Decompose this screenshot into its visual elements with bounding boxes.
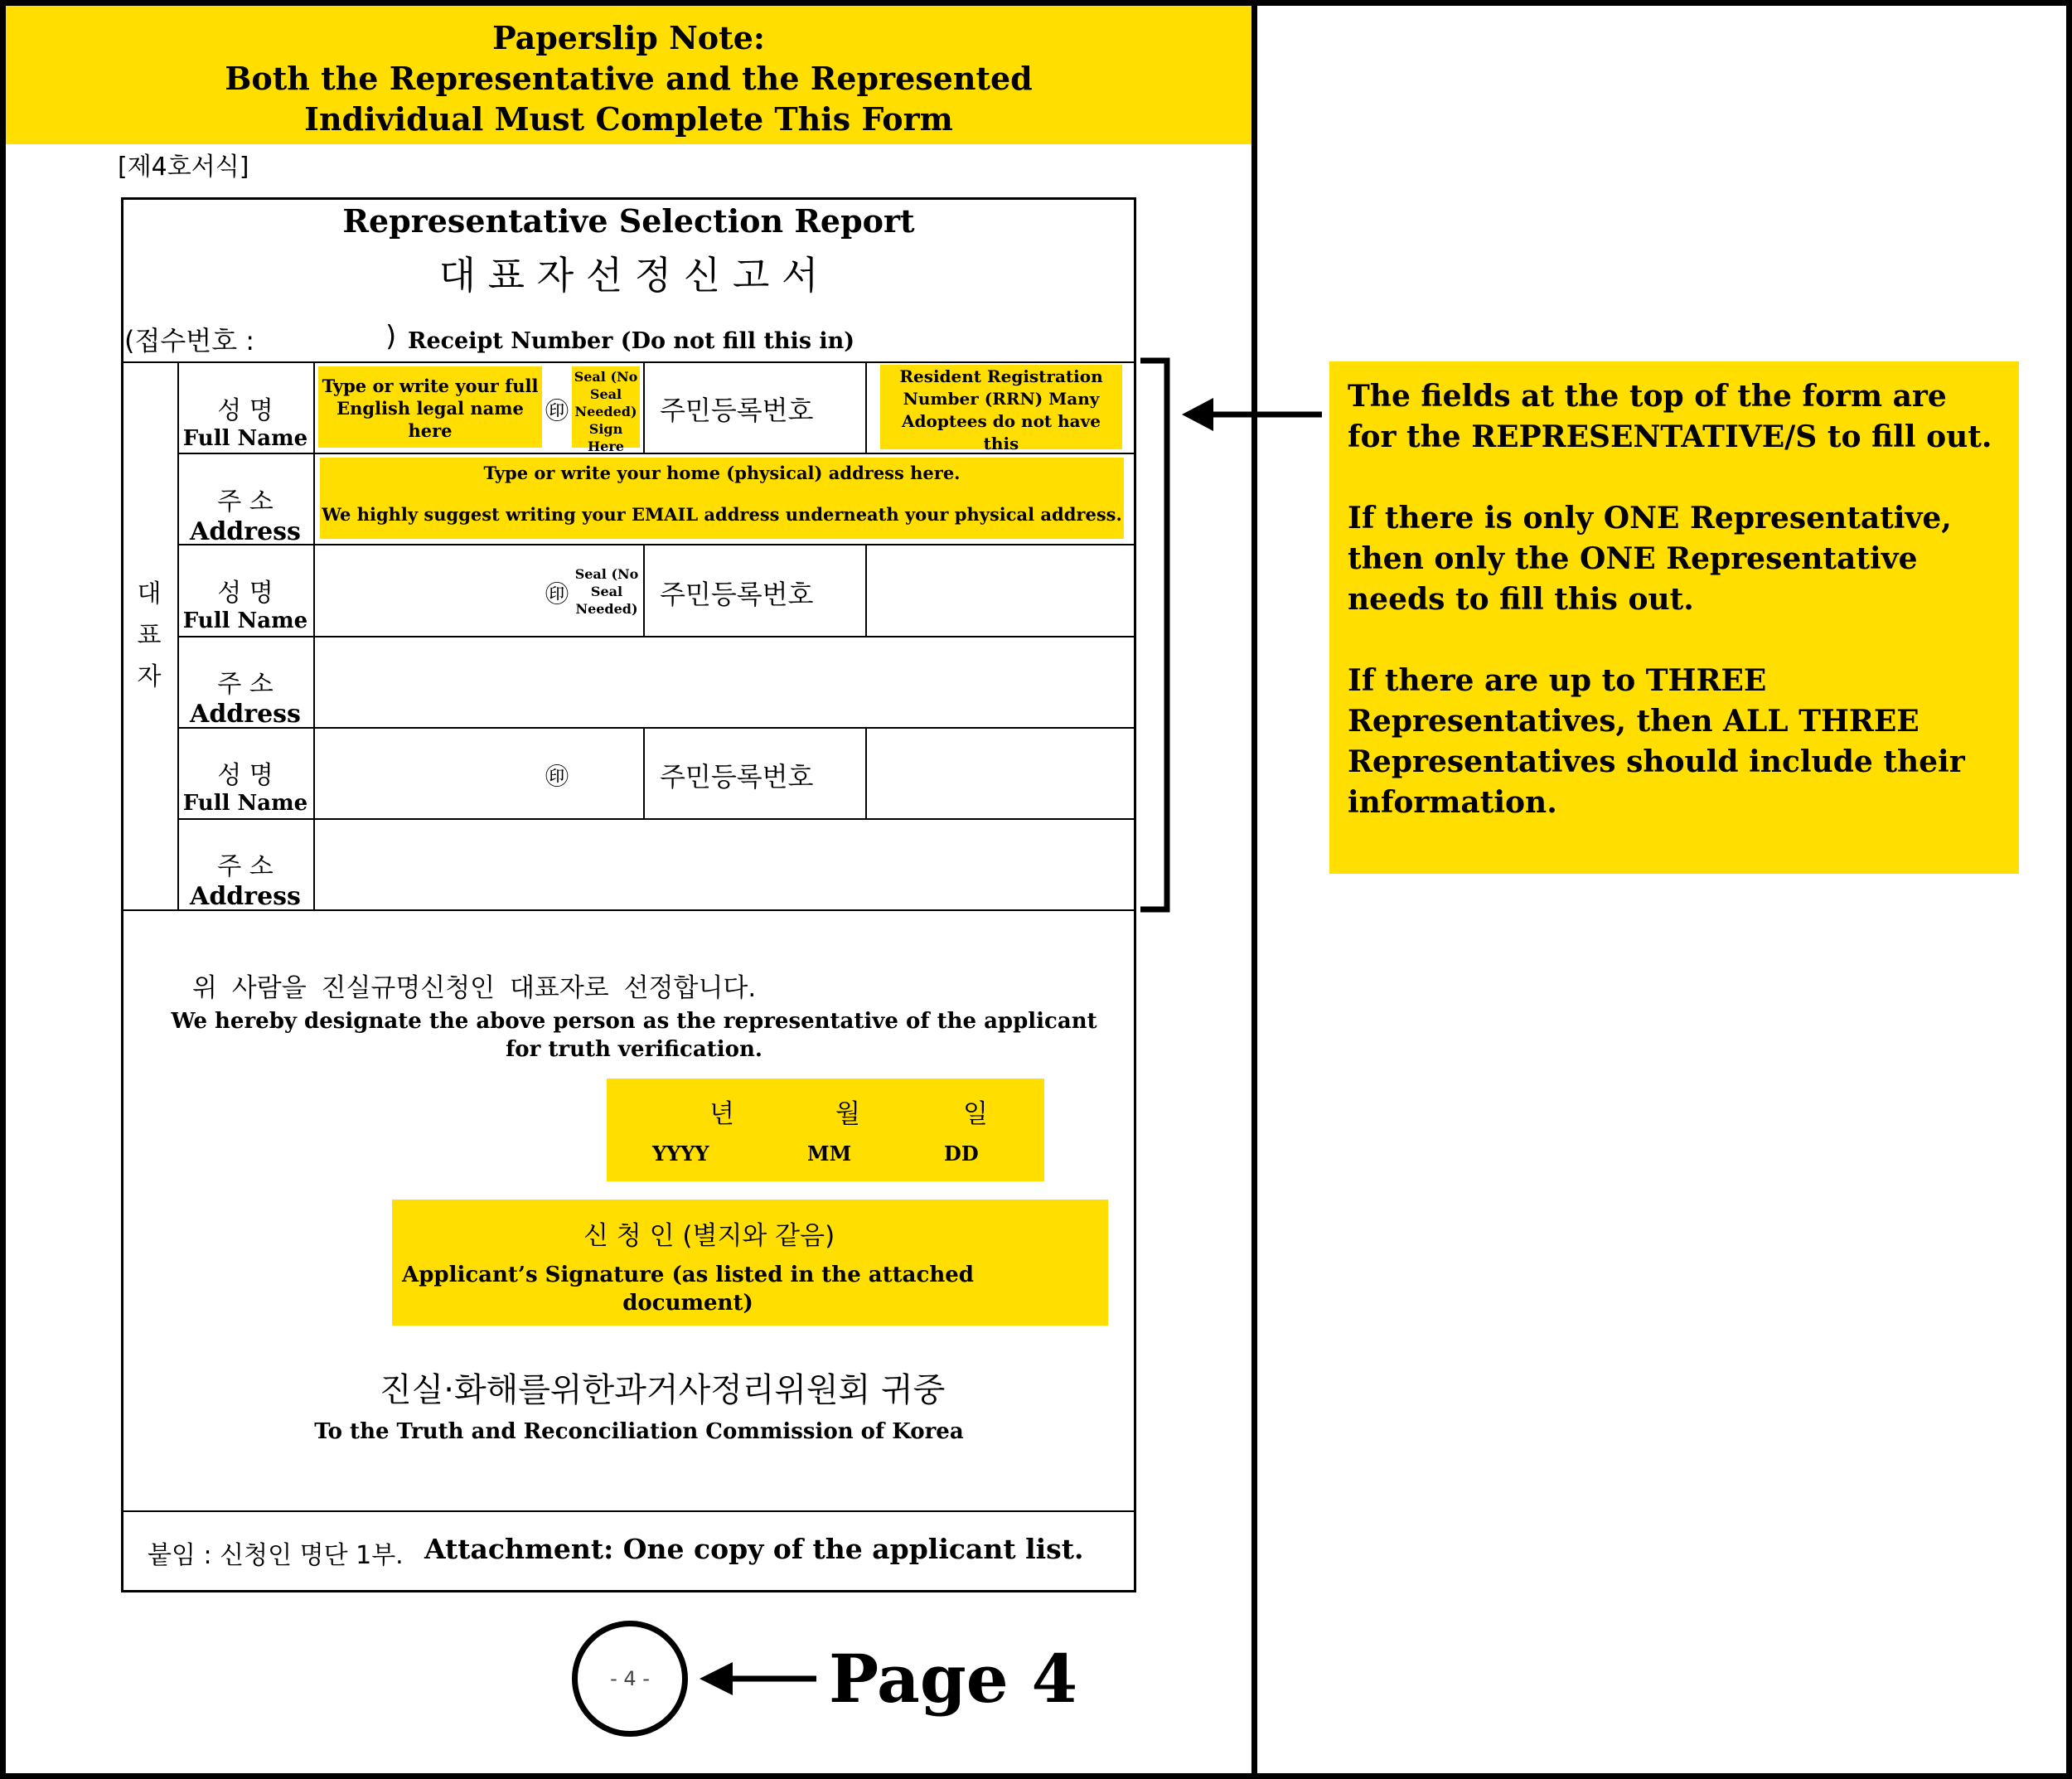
commission-en: To the Truth and Reconciliation Commission of Korea xyxy=(314,1419,964,1444)
applicant-kr: 신 청 인 (별지와 같음) xyxy=(583,1221,835,1251)
page-number-circle xyxy=(572,1621,688,1737)
receipt-kr-close: ) xyxy=(385,320,397,353)
row-label-address-1: 주 소 Address xyxy=(190,487,301,546)
arrow-left-icon xyxy=(1182,398,1213,431)
banner-line-1: Paperslip Note: xyxy=(492,19,765,56)
form-number: [제4호서식] xyxy=(118,153,249,182)
seal-icon-2: ㊞ xyxy=(545,580,569,608)
page-arrow-left-icon xyxy=(700,1662,733,1695)
date-year-kr: 년 xyxy=(709,1099,734,1129)
row-label-address-3: 주 소 Address xyxy=(190,852,301,911)
address-field-1[interactable]: Type or write your home (physical) address here. We highly suggest writing your EMAIL address underneath your physical address. xyxy=(320,458,1124,539)
row-label-name-1: 성 명 Full Name xyxy=(182,396,308,451)
attachment-en: Attachment: One copy of the applicant list. xyxy=(424,1533,1084,1565)
banner-line-3: Individual Must Complete This Form xyxy=(304,100,953,138)
date-month-en: MM xyxy=(807,1142,852,1166)
receipt-number-label: Receipt Number (Do not fill this in) xyxy=(408,328,855,354)
rrn-field-1[interactable]: Resident Registration Number (RRN) Many Adoptees do not have this xyxy=(880,365,1122,449)
seal-sign-field-1[interactable]: Seal (No Seal Needed) Sign Here xyxy=(572,366,640,448)
row-label-name-2: 성 명 Full Name xyxy=(182,579,308,633)
date-year-en: YYYY xyxy=(652,1142,709,1166)
attachment-kr: 붙임 : 신청인 명단 1부. xyxy=(148,1541,404,1570)
row-label-address-2: 주 소 Address xyxy=(190,670,301,729)
paperslip-banner xyxy=(6,6,1251,144)
table-top-line xyxy=(121,361,1136,363)
callout-paragraph-1: The fields at the top of the form are for the REPRESENTATIVE/S to fill out. xyxy=(1348,379,1992,454)
row-label-name-3: 성 명 Full Name xyxy=(182,761,308,816)
date-day-en: DD xyxy=(944,1142,979,1166)
rrn-label-2: 주민등록번호 xyxy=(660,579,814,610)
applicant-en: Applicant’s Signature (as listed in the attached document) xyxy=(402,1263,974,1316)
receipt-kr-open: (접수번호 : xyxy=(124,325,255,356)
callout-paragraph-2: If there is only ONE Representative, then only the ONE Representative needs to fill this out. xyxy=(1348,501,1952,617)
page-number: - 4 - xyxy=(610,1667,650,1690)
form-title-kr: 대 표 자 선 정 신 고 서 xyxy=(438,253,819,298)
bracket-icon xyxy=(1140,361,1167,909)
form-title-en: Representative Selection Report xyxy=(342,202,915,240)
attachment-divider xyxy=(121,1510,1136,1512)
date-day-kr: 일 xyxy=(963,1099,988,1129)
page-label: Page 4 xyxy=(829,1640,1078,1718)
date-month-kr: 월 xyxy=(835,1099,860,1129)
declaration-en: We hereby designate the above person as the representative of the applicant for truth verification. xyxy=(171,1009,1097,1062)
bracket-and-arrow xyxy=(1127,348,1334,928)
right-panel-frame xyxy=(1251,0,2072,1779)
page-arrow xyxy=(696,1658,821,1699)
seal-label-2: Seal (No Seal Needed) xyxy=(574,566,639,617)
commission-kr: 진실·화해를위한과거사정리위원회 귀중 xyxy=(380,1371,946,1409)
rrn-label-3: 주민등록번호 xyxy=(660,761,814,793)
seal-icon-1: ㊞ xyxy=(545,397,569,424)
rrn-label-1: 주민등록번호 xyxy=(660,395,814,426)
name-field-1[interactable]: Type or write your full English legal name here xyxy=(318,366,542,448)
declaration-kr: 위 사람을 진실규명신청인 대표자로 선정합니다. xyxy=(192,973,757,1003)
side-label: 대 표 자 xyxy=(137,579,162,691)
instruction-callout xyxy=(1329,361,2019,874)
callout-paragraph-3: If there are up to THREE Representatives, then ALL THREE Representatives should include their information. xyxy=(1348,663,1965,820)
seal-icon-3: ㊞ xyxy=(545,763,569,790)
banner-line-2: Both the Representative and the Represented xyxy=(225,60,1033,97)
